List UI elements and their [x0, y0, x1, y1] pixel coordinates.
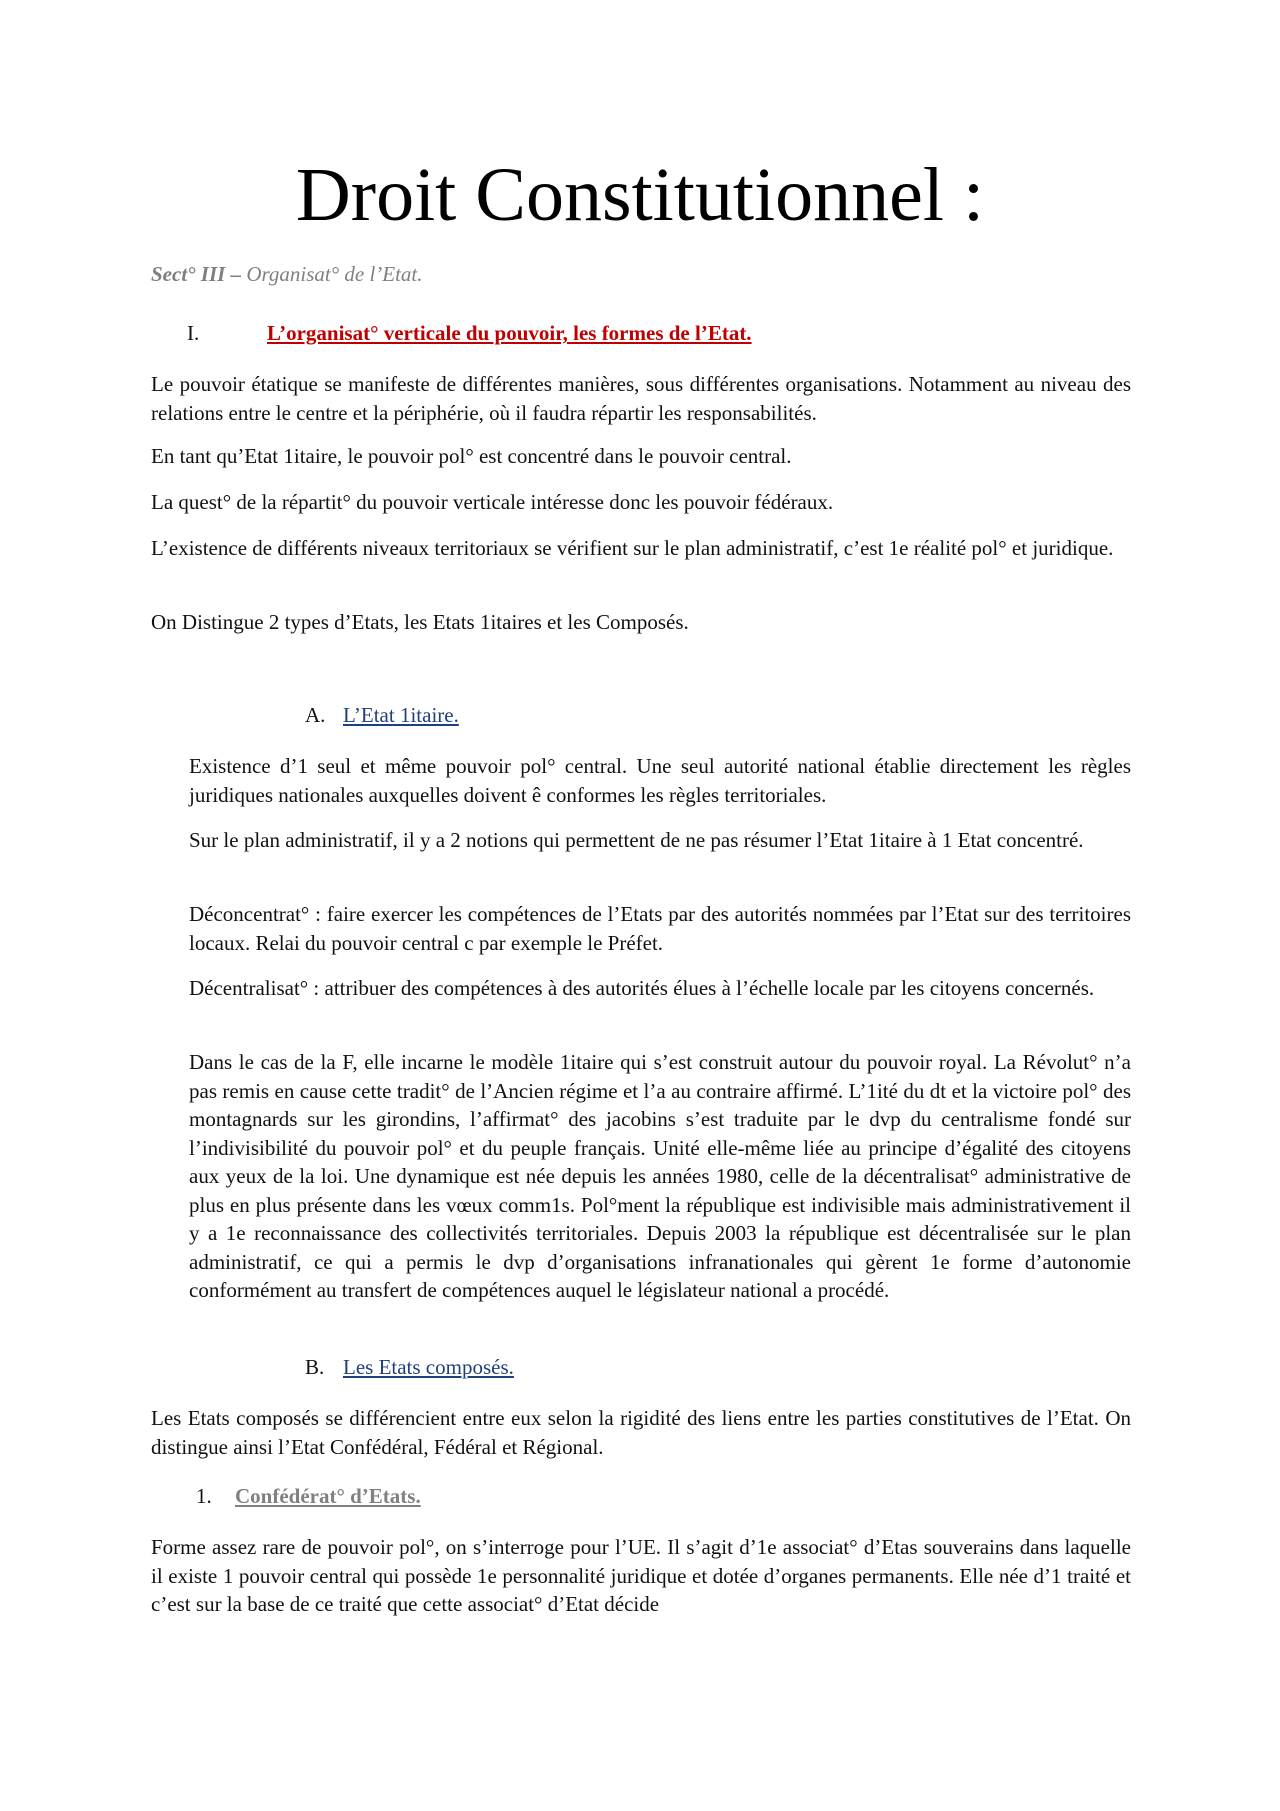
- heading-b-text: Les Etats composés.: [343, 1355, 514, 1379]
- heading-sub-number: 1.: [196, 1484, 212, 1508]
- heading-1-number: I.: [187, 321, 200, 345]
- section-line: [151, 262, 423, 287]
- paragraph: Le pouvoir étatique se manifeste de différentes manières, sous différentes organisations. Notamment au niveau des relations entre le centre et la périphérie, où il faudra répartir les responsabilités.: [151, 372, 1131, 425]
- heading-b: [305, 1352, 514, 1382]
- paragraph: La quest° de la répartit° du pouvoir verticale intéresse donc les pouvoir fédéraux.: [151, 490, 834, 514]
- paragraph: Décentralisat° : attribuer des compétences à des autorités élues à l’échelle locale par les citoyens concernés.: [189, 976, 1095, 1000]
- paragraph: Déconcentrat° : faire exercer les compétences de l’Etats par des autorités nommées par l’Etat sur des territoires locaux. Relai du pouvoir central c par exemple le Préfet.: [189, 902, 1131, 955]
- heading-sub-text: Confédérat° d’Etats.: [235, 1484, 421, 1508]
- heading-a-number: A.: [305, 703, 326, 727]
- paragraph: Dans le cas de la F, elle incarne le modèle 1itaire qui s’est construit autour du pouvoir royal. La Révolut° n’a pas remis en cause cette tradit° de l’Ancien régime et l’a au contraire affirmé. L’1ité du dt et la victoire pol° des montagnards sur les girondins, l’affirmat° des jacobins s’est traduite par le dvp du centralisme fondé sur l’indivisibilité du pouvoir pol° et du peuple français. Unité elle-même liée au principe d’égalité des citoyens aux yeux de la loi. Une dynamique est née depuis les années 1980, celle de la décentralisat° administrative de plus en plus présente dans les vœux comm1s. Pol°ment la république est indivisible mais administrativement il y a 1e reconnaissance des collectivités territoriales. Depuis 2003 la république est décentralisée sur le plan administratif, ce qui a permis le dvp d’organisations infranationales qui gèrent 1e forme d’autonomie conformément au transfert de compétences auquel le législateur national a procédé.: [189, 1050, 1131, 1302]
- paragraph: Les Etats composés se différencient entre eux selon la rigidité des liens entre les parties constitutives de l’Etat. On distingue ainsi l’Etat Confédéral, Fédéral et Régional.: [151, 1406, 1131, 1459]
- heading-1-sub: [196, 1481, 421, 1511]
- heading-a: [305, 700, 459, 730]
- heading-b-number: B.: [305, 1355, 325, 1379]
- paragraph: Existence d’1 seul et même pouvoir pol° central. Une seul autorité national établie directement les règles juridiques nationales auxquelles doivent ê conformes les règles territoriales.: [189, 754, 1131, 807]
- paragraph: En tant qu’Etat 1itaire, le pouvoir pol° est concentré dans le pouvoir central.: [151, 444, 792, 468]
- paragraph: L’existence de différents niveaux territoriaux se vérifient sur le plan administratif, c’est 1e réalité pol° et juridique.: [151, 536, 1114, 560]
- heading-1-text: L’organisat° verticale du pouvoir, les formes de l’Etat.: [267, 321, 752, 345]
- heading-a-text: L’Etat 1itaire.: [343, 703, 459, 727]
- heading-1: [187, 318, 752, 348]
- paragraph: On Distingue 2 types d’Etats, les Etats 1itaires et les Composés.: [151, 610, 689, 634]
- section-label: Organisat° de l’Etat.: [246, 262, 423, 286]
- paragraph: Sur le plan administratif, il y a 2 notions qui permettent de ne pas résumer l’Etat 1itaire à 1 Etat concentré.: [189, 828, 1084, 852]
- section-prefix: Sect° III –: [151, 262, 242, 286]
- paragraph: Forme assez rare de pouvoir pol°, on s’interroge pour l’UE. Il s’agit d’1e associat° d’Etas souverains dans laquelle il existe 1 pouvoir central qui possède 1e personnalité juridique et dotée d’organes permanents. Elle née d’1 traité et c’est sur la base de ce traité que cette associat° d’Etat décide: [151, 1535, 1131, 1616]
- document-title: Droit Constitutionnel :: [295, 153, 985, 237]
